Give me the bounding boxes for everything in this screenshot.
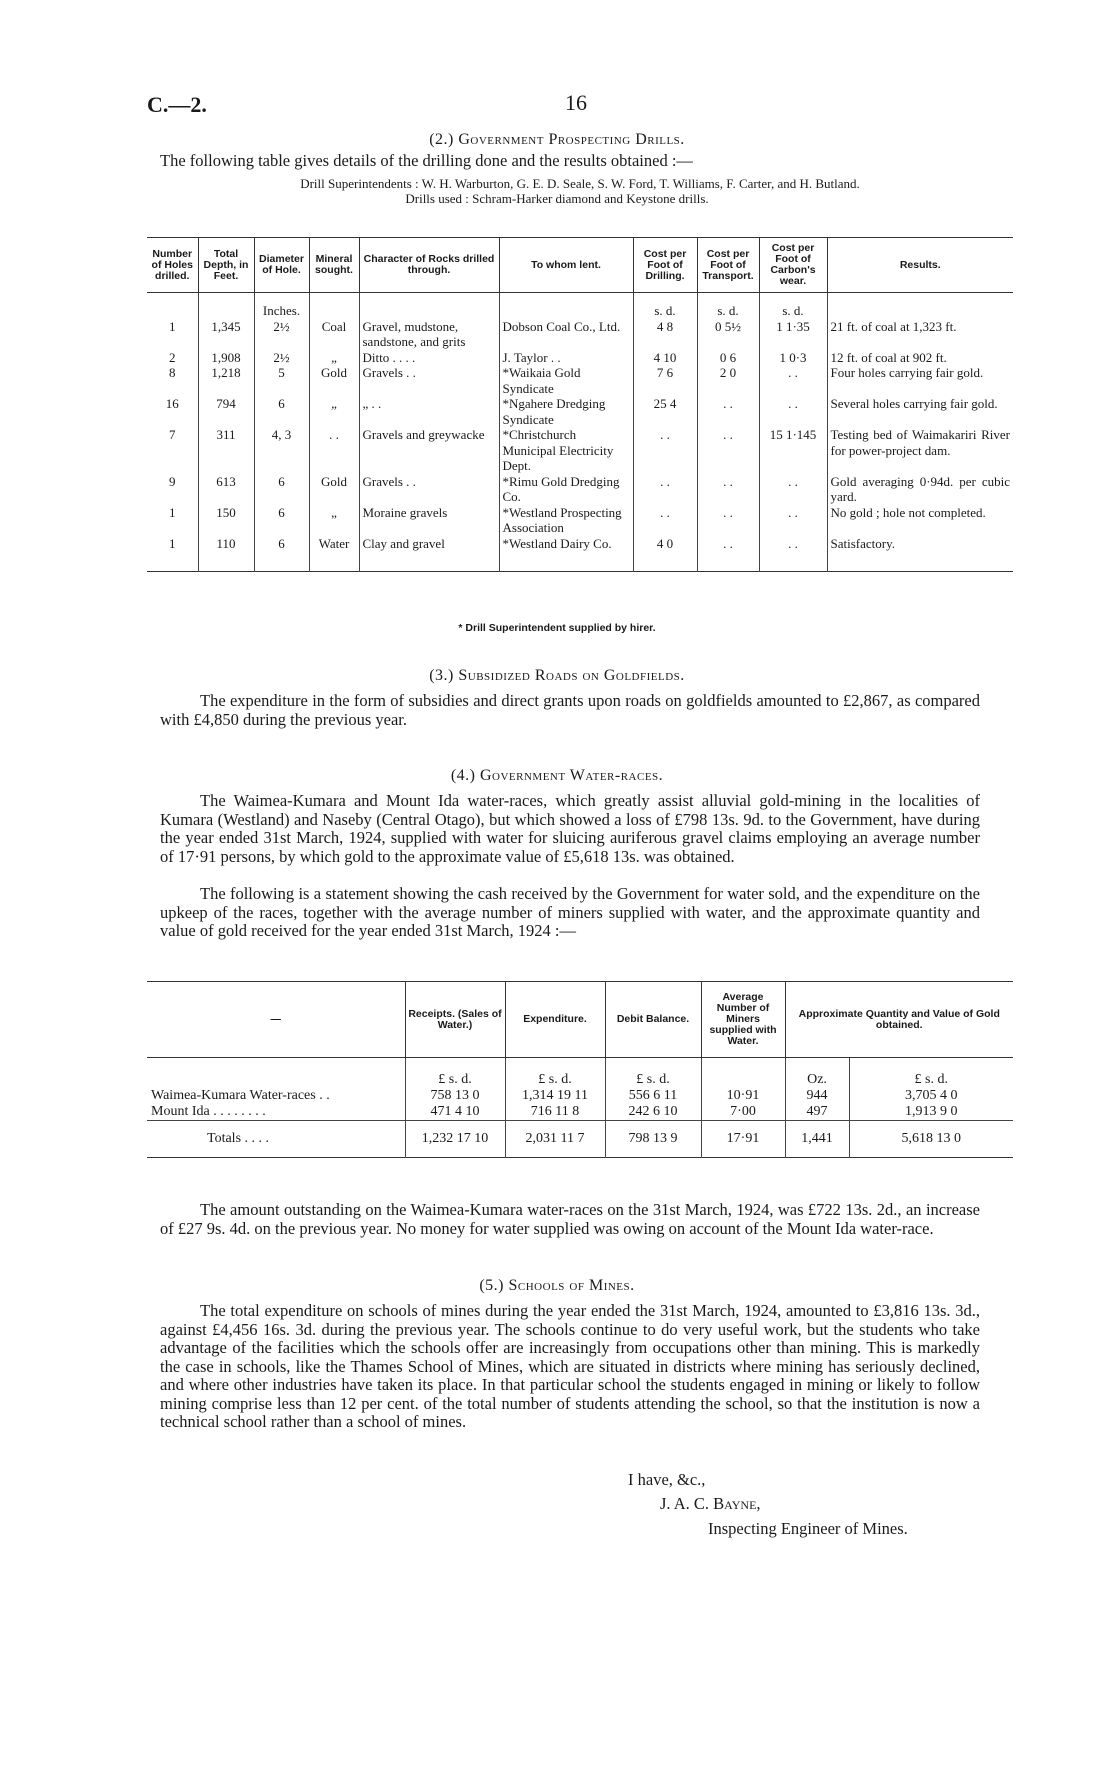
col-header-cost-drilling: Cost per Foot of Drilling. xyxy=(633,238,697,293)
col-header-debit: Debit Balance. xyxy=(605,982,701,1058)
drilling-table-header xyxy=(147,238,1013,293)
report-reference: C.—2. xyxy=(147,92,207,117)
schools-paragraph: The total expenditure on schools of mines during the year ended the 31st March, 1924, amounted to £3,816 13s. 3d., against £4,456 16s. 3d. during the previous year. The schools continue to do very useful work, but the students who take advantage of the facilities which the schools offer are increasingly from occupations other than mining. This is markedly the case in schools, like the Thames School of Mines, which are situated in districts where mining has seriously declined, and where other industries have taken its place. In that particular school the students engaged in mining or likely to follow mining comprise less than 12 per cent. of the total number of students attending the school, so that the institution is now a technical school rather than a school of mines. xyxy=(160,1301,980,1431)
totals-row: Totals . . . . 1,232 17 10 2,031 11 7 798 13 9 17·91 1,441 5,618 13 0 xyxy=(147,1121,1013,1158)
section-title-drills: (2.) Government Prospecting Drills. xyxy=(429,131,685,148)
unit-sd: s. d. xyxy=(759,293,827,319)
units-row xyxy=(147,293,1013,319)
units-row: £ s. d. £ s. d. £ s. d. Oz. £ s. d. xyxy=(147,1058,1013,1089)
table-row: 8 1,218 5 Gold Gravels . . *Waikaia Gold Syndicate 7 6 2 0 . . Four holes carrying fair gold. xyxy=(147,365,1013,396)
drill-footnote: * Drill Superintendent supplied by hirer. xyxy=(458,622,656,634)
col-header-cost-carbon: Cost per Foot of Carbon's wear. xyxy=(759,238,827,293)
closing: I have, &c., xyxy=(628,1470,706,1489)
col-header-gold: Approximate Quantity and Value of Gold obtained. xyxy=(785,982,1013,1058)
table-row: 2 1,908 2½ „ Ditto . . . . J. Taylor . . 4 10 0 6 1 0·3 12 ft. of coal at 902 ft. xyxy=(147,350,1013,366)
col-header-mineral: Mineral sought. xyxy=(309,238,359,293)
table-row: 9 613 6 Gold Gravels . . *Rimu Gold Dredging Co. . . . . . . Gold averaging 0·94d. per cubic yard. xyxy=(147,474,1013,505)
col-header-cost-transport: Cost per Foot of Transport. xyxy=(697,238,759,293)
col-header-results: Results. xyxy=(827,238,1013,293)
table-row: 1 1,345 2½ Coal Gravel, mudstone, sandstone, and grits Dobson Coal Co., Ltd. 4 8 0 5½ 1 1·35 21 ft. of coal at 1,323 ft. xyxy=(147,319,1013,350)
table-row: 16 794 6 „ „ . . *Ngahere Dredging Syndicate 25 4 . . . . Several holes carrying fair gold. xyxy=(147,396,1013,427)
unit-sd: s. d. xyxy=(697,293,759,319)
water-paragraph-2: The following is a statement showing the cash received by the Government for water sold, and the expenditure on the upkeep of the races, together with the average number of miners supplied with water, and the approximate quantity and value of gold received for the year ended 31st March, 1924 :— xyxy=(160,884,980,940)
col-header-receipts: Receipts. (Sales of Water.) xyxy=(405,982,505,1058)
table-row: 7 311 4, 3 . . Gravels and greywacke *Christchurch Municipal Electricity Dept. . . . . 15 1·145 Testing bed of Waimakariri River for power-project dam. xyxy=(147,427,1013,474)
section-title-water-races: (4.) Government Water-races. xyxy=(450,767,664,784)
col-header-diameter: Diameter of Hole. xyxy=(254,238,309,293)
table-row: Waimea-Kumara Water-races . . 758 13 0 1,314 19 11 556 6 11 10·91 944 3,705 4 0 xyxy=(147,1088,1013,1104)
table-row: 1 150 6 „ Moraine gravels *Westland Prospecting Association . . . . . . No gold ; hole not completed. xyxy=(147,505,1013,536)
unit-oz: Oz. xyxy=(785,1058,849,1089)
signatory-title: Inspecting Engineer of Mines. xyxy=(708,1519,908,1538)
col-header-blank: — xyxy=(147,982,405,1058)
col-header-expenditure: Expenditure. xyxy=(505,982,605,1058)
section-title-schools: (5.) Schools of Mines. xyxy=(479,1277,635,1294)
water-paragraph-1: The Waimea-Kumara and Mount Ida water-races, which greatly assist alluvial gold-mining in the localities of Kumara (Westland) and Naseby (Central Otago), but which showed a loss of £798 13s. 9d. to the Government, have during the year ended 31st March, 1924, supplied with water for sluicing auriferous gravel claims employing an average number of 17·91 persons, by which gold to the approximate value of £5,618 13s. was obtained. xyxy=(160,791,980,866)
drilling-table xyxy=(147,237,1013,572)
signatory-name: J. A. C. Bayne, xyxy=(660,1494,761,1513)
water-races-table xyxy=(147,981,1013,1158)
water-table-header xyxy=(147,982,1013,1058)
water-paragraph-3: The amount outstanding on the Waimea-Kumara water-races on the 31st March, 1924, was £722 13s. 2d., an increase of £27 9s. 4d. on the previous year. No money for water supplied was owing on account of the Mount Ida water-race. xyxy=(160,1200,980,1238)
page-number: 16 xyxy=(565,90,587,115)
section-title-roads: (3.) Subsidized Roads on Goldfields. xyxy=(429,667,685,684)
col-header-depth: Total Depth, in Feet. xyxy=(198,238,254,293)
table-row: Mount Ida . . . . . . . . 471 4 10 716 11 8 242 6 10 7·00 497 1,913 9 0 xyxy=(147,1104,1013,1121)
unit-sd: s. d. xyxy=(633,293,697,319)
col-header-lent: To whom lent. xyxy=(499,238,633,293)
table-row: 1 110 6 Water Clay and gravel *Westland Dairy Co. 4 0 . . . . Satisfactory. xyxy=(147,536,1013,572)
drill-superintendents: Drill Superintendents : W. H. Warburton, G. E. D. Seale, S. W. Ford, T. Williams, F. Carter, and H. Butland. xyxy=(300,176,860,191)
col-header-rocks: Character of Rocks drilled through. xyxy=(359,238,499,293)
col-header-miners: Average Number of Miners supplied with Water. xyxy=(701,982,785,1058)
drills-intro: The following table gives details of the drilling done and the results obtained :— xyxy=(160,151,693,170)
unit-inches: Inches. xyxy=(254,293,309,319)
drills-used: Drills used : Schram-Harker diamond and Keystone drills. xyxy=(405,191,709,206)
roads-paragraph: The expenditure in the form of subsidies and direct grants upon roads on goldfields amounted to £2,867, as compared with £4,850 during the previous year. xyxy=(160,691,980,729)
col-header-holes: Number of Holes drilled. xyxy=(147,238,198,293)
